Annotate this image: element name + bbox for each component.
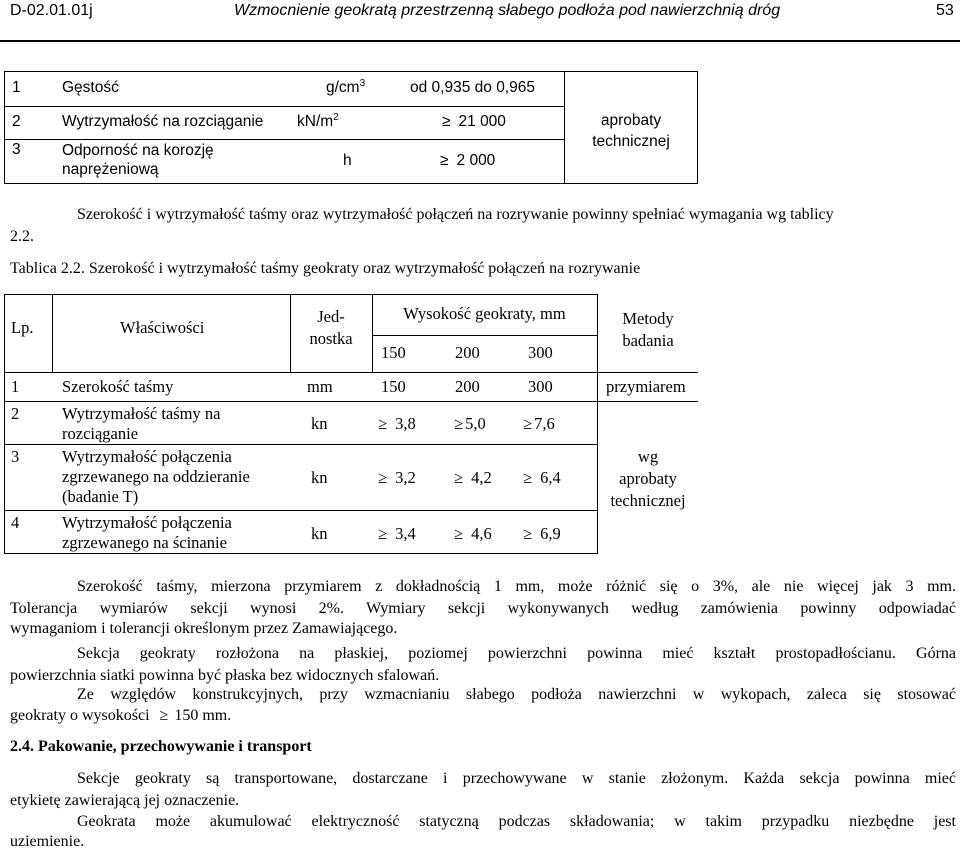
table2-row4-num: 4: [11, 513, 20, 532]
table2-header-props: Właściwości: [120, 318, 205, 337]
paragraph-1-cont: Tolerancja wymiarów sekcji wynosi 2%. Wymiary sekcji wykonywanych według zamówienia powinny odpowiadać wymaganiom i tolerancji określonym przez Zamawiającego.: [10, 600, 956, 637]
table2-row1-method: przymiarem: [606, 377, 686, 396]
paragraph-3-cont: geokraty o wysokości ≥ 150 mm.: [10, 707, 232, 724]
table2-row1-prop: Szerokość taśmy: [62, 377, 174, 396]
paragraph-2: Sekcja geokraty rozłożona na płaskiej, poziomej powierzchni powinna mieć kształt prostopadłościanu. Górna: [77, 645, 956, 662]
paragraph-3: Ze względów konstrukcyjnych, przy wzmacnianiu słabego podłoża nawierzchni w wykopach, zaleca się stosować: [77, 686, 956, 703]
table2-row2-prop: Wytrzymałość taśmy na rozciąganie: [62, 404, 221, 443]
table2-row3-v200: ≥ 4,2: [454, 468, 492, 487]
table1-row1-unit: $g/cm^3$: [326, 77, 366, 96]
document-title: Wzmocnienie geokratą przestrzenną słabego podłoża pod nawierzchnią dróg: [234, 2, 781, 19]
table2-header-h150: 150: [381, 343, 406, 362]
table2-header-unit: Jed- nostka: [309, 307, 353, 348]
table2-method-merged: wg aprobaty technicznej: [610, 447, 686, 510]
table2-row2-v300: ≥ 7,6: [523, 414, 555, 433]
paragraph-2-cont: powierzchnia siatki powinna być płaska bez widocznych sfalowań.: [10, 667, 440, 684]
table1-row1-value: od 0,935 do 0,965: [410, 79, 535, 96]
table2-row1-unit: mm: [307, 377, 333, 396]
table2-row2-num: 2: [11, 404, 20, 423]
table2-row4-prop: Wytrzymałość połączenia zgrzewanego na ścinanie: [62, 513, 232, 552]
table2-row1-v150: 150: [381, 377, 406, 396]
table2-header-h200: 200: [455, 343, 480, 362]
table1-row2-prop: Wytrzymałość na rozciąganie: [62, 113, 264, 130]
page-number: 53: [936, 2, 954, 19]
document-code: D-02.01.01j: [10, 2, 93, 19]
paragraph-1: Szerokość taśmy, mierzona przymiarem z dokładnością 1 mm, może różnić się o 3%, ale nie więcej jak 3 mm.: [77, 578, 956, 595]
table2-row4-v300: ≥ 6,9: [523, 524, 561, 543]
table1-row1-num: 1: [12, 79, 21, 96]
table2-row2-v200: ≥ 5,0: [454, 414, 486, 433]
table2-header-lp: Lp.: [11, 318, 34, 337]
table1-row3-num: 3: [12, 141, 21, 158]
table2-row4-v200: ≥ 4,6: [454, 524, 492, 543]
table2-row1-num: 1: [11, 377, 20, 396]
table2-caption: Tablica 2.2. Szerokość i wytrzymałość taśmy geokraty oraz wytrzymałość połączeń na rozrywanie: [10, 260, 641, 277]
table2-row3-unit: kn: [311, 468, 328, 487]
table2-row3-v150: ≥ 3,2: [378, 468, 416, 487]
paragraph-4-cont: etykietę zawierającą jej oznaczenie.: [10, 792, 240, 809]
table1-row2-unit: $kN/m^2$: [297, 111, 339, 130]
section-heading: 2.4. Pakowanie, przechowywanie i transport: [10, 738, 312, 755]
table2-header-h300: 300: [528, 343, 553, 362]
table1-row2-num: 2: [12, 113, 21, 130]
table2-header-method: Metody badania: [622, 309, 674, 350]
table2-row4-v150: ≥ 3,4: [378, 524, 416, 543]
table2-row2-unit: kn: [311, 414, 328, 433]
paragraph-5-cont: uziemienie.: [10, 833, 85, 850]
table2-header-height: Wysokość geokraty, mm: [403, 304, 566, 323]
table2-row1-v300: 300: [528, 377, 553, 396]
section-number: 2.2.: [10, 228, 34, 245]
paragraph-5: Geokrata może akumulować elektryczność statyczną podczas składowania; w takim przypadku niezbędne jest: [77, 813, 956, 830]
table2-row4-unit: kn: [311, 524, 328, 543]
table1-row1-prop: Gęstość: [62, 79, 119, 96]
table1-row2-value: ≥ 21 000: [442, 113, 506, 130]
table2-row3-num: 3: [11, 447, 20, 466]
table1-row3-unit: h: [343, 152, 352, 169]
table1-row3-prop: Odporność na korozję naprężeniową: [62, 142, 214, 178]
paragraph-4: Sekcje geokraty są transportowane, dostarczane i przechowywane w stanie złożonym. Każda sekcja powinna mieć: [77, 770, 956, 787]
table1-method: aprobaty technicznej: [592, 112, 670, 150]
table2-row1-v200: 200: [455, 377, 480, 396]
table2-row2-v150: ≥ 3,8: [378, 414, 416, 433]
table2-row3-v300: ≥ 6,4: [523, 468, 561, 487]
table2-row3-prop: Wytrzymałość połączenia zgrzewanego na oddzieranie (badanie T): [62, 447, 250, 506]
table1-row3-value: ≥ 2 000: [440, 152, 496, 169]
header-rule: [0, 40, 960, 42]
section-text: Szerokość i wytrzymałość taśmy oraz wytrzymałość połączeń na rozrywanie powinny spełniać wymagania wg tablicy: [77, 206, 834, 223]
